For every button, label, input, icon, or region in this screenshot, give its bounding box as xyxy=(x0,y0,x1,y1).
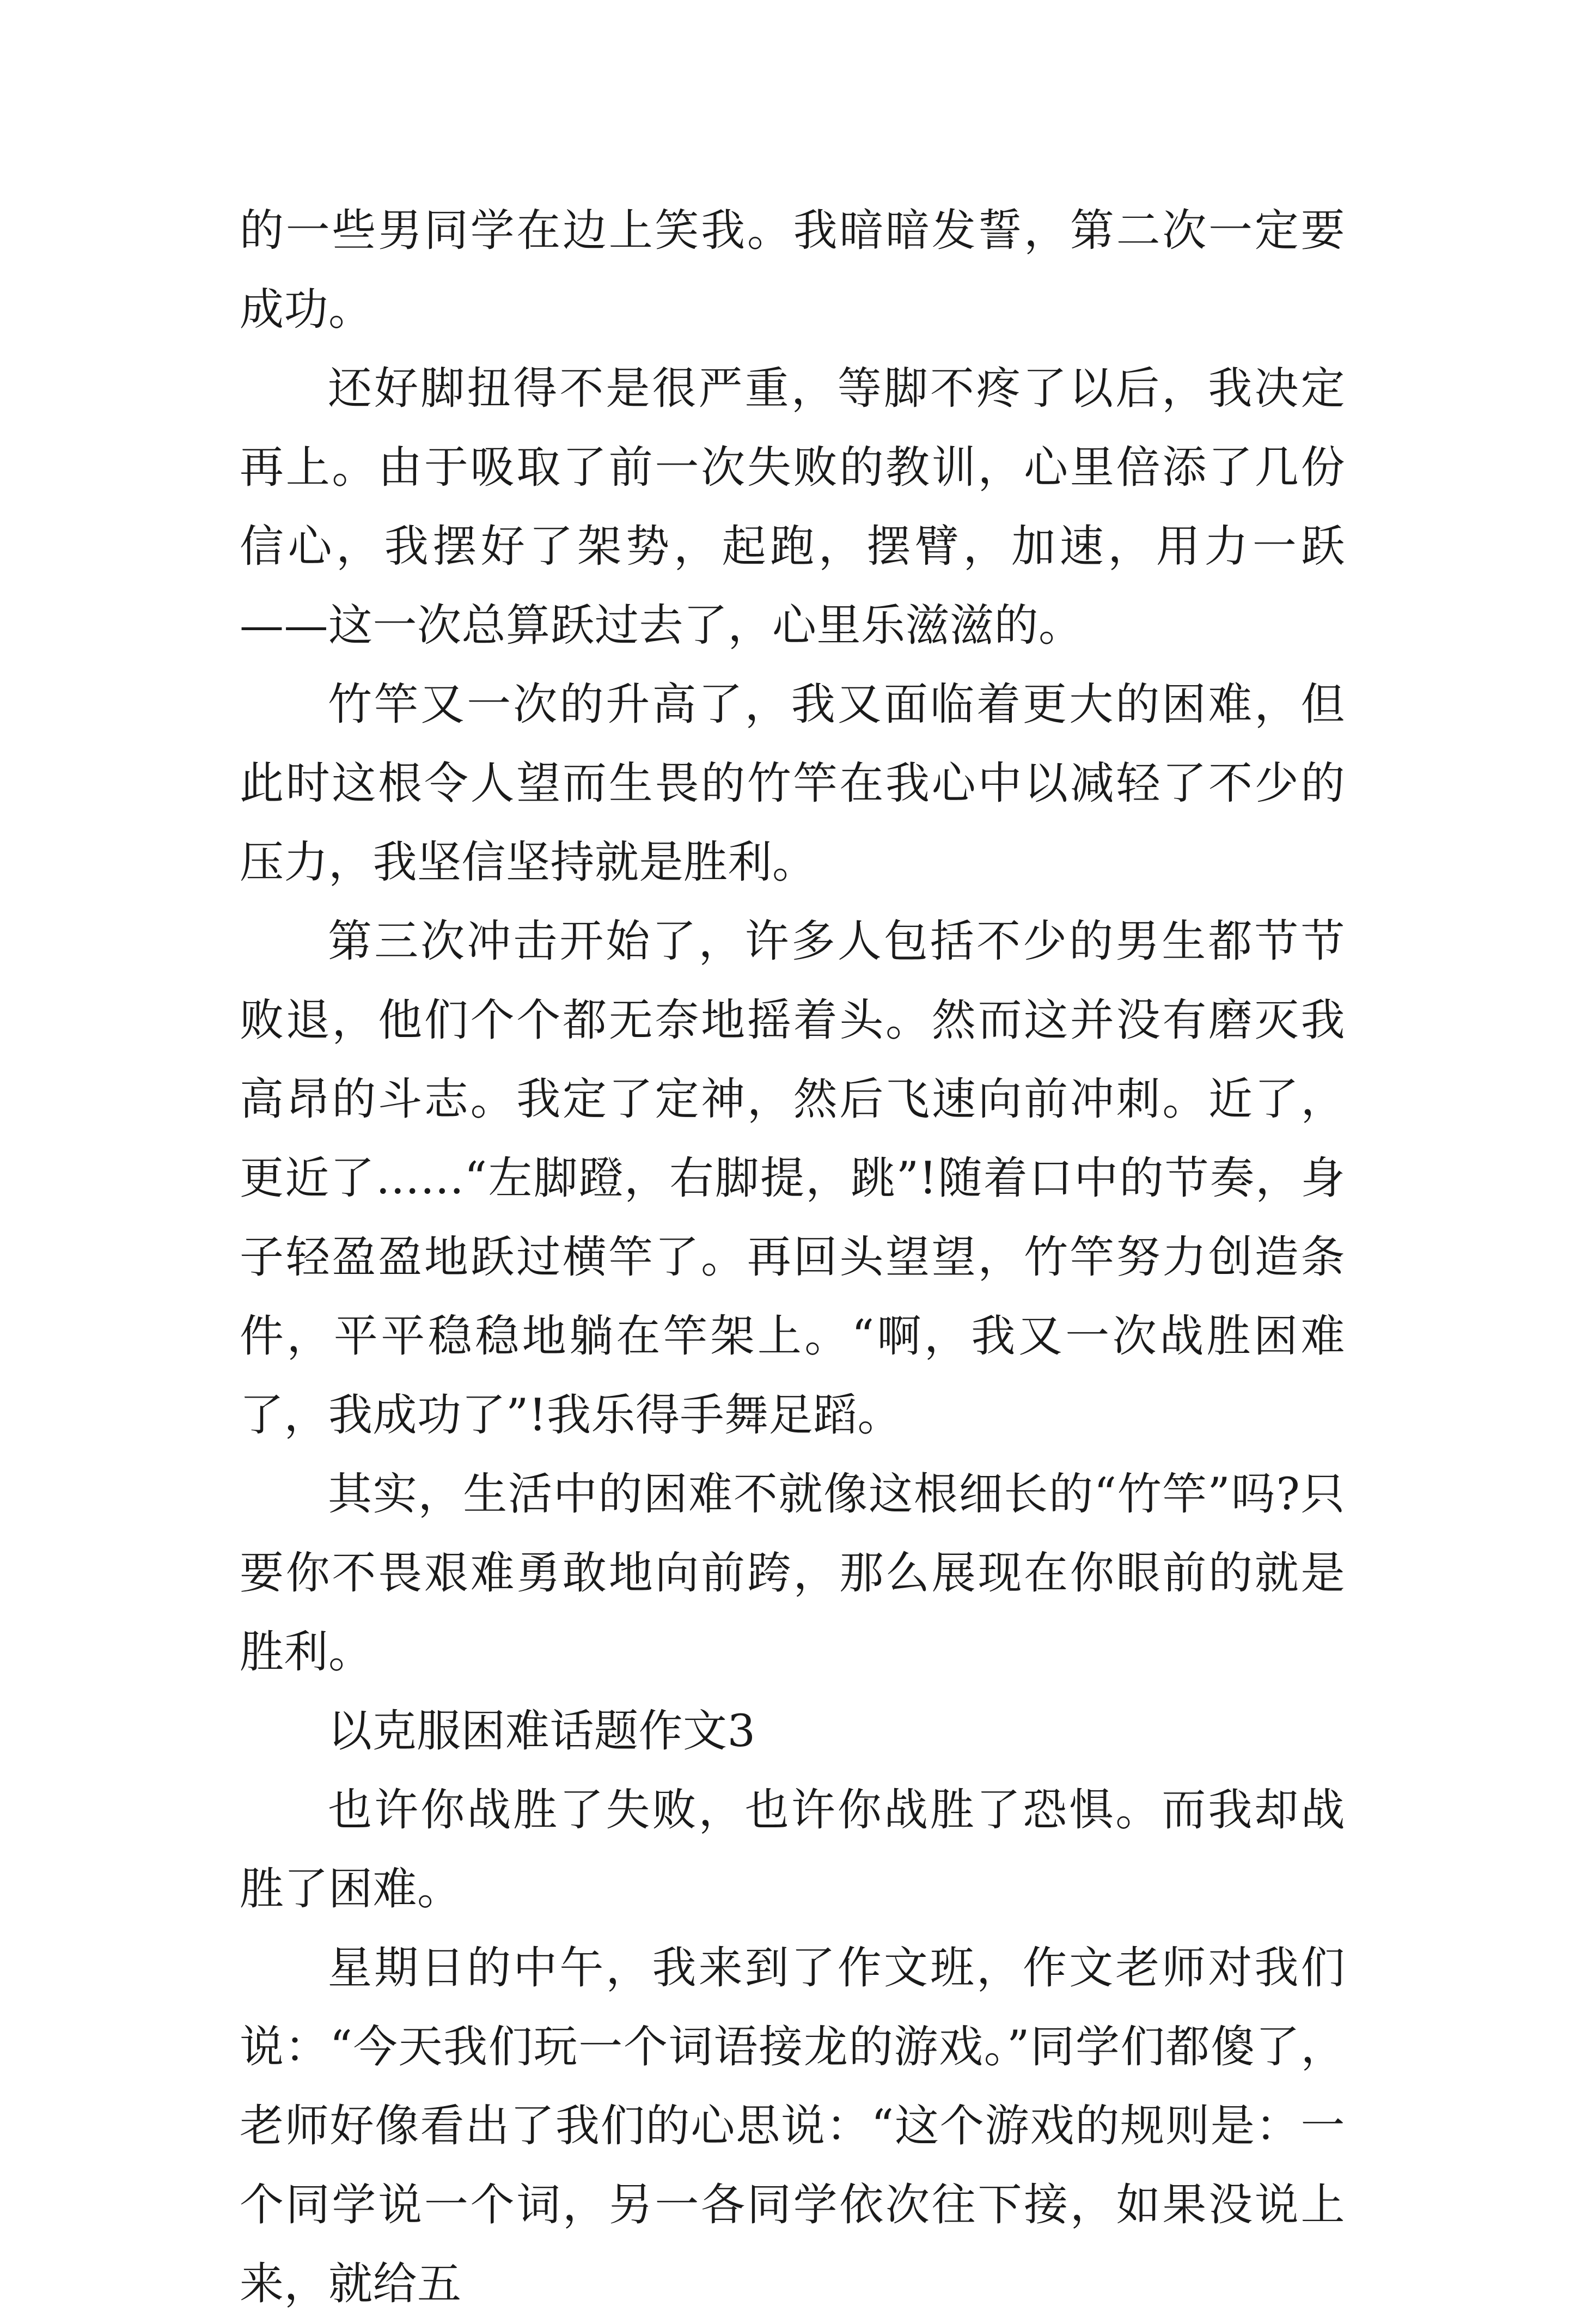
paragraph-second-attempt: 还好脚扭得不是很严重，等脚不疼了以后，我决定再上。由于吸取了前一次失败的教训，心里倍添了几份信心，我摆好了架势，起跑，摆臂，加速，用力一跃——这一次总算跃过去了，心里乐滋滋的。 xyxy=(240,363,1345,651)
essay-heading: 以克服困难话题作文3 xyxy=(328,1706,756,1757)
paragraph-third-attempt: 第三次冲击开始了，许多人包括不少的男生都节节败退，他们个个都无奈地摇着头。然而这并没有磨灭我高昂的斗志。我定了定神，然后飞速向前冲刺。近了，更近了……“左脚蹬，右脚提，跳”!随着口中的节奏，身子轻盈盈地跃过横竿了。再回头望望，竹竿努力创造条件，平平稳稳地躺在竿架上。“啊，我又一次战胜困难了，我成功了”!我乐得手舞足蹈。 xyxy=(240,916,1345,1441)
essay-body xyxy=(240,192,1345,2324)
paragraph-bar-raised: 竹竿又一次的升高了，我又面临着更大的困难，但此时这根令人望而生畏的竹竿在我心中以减轻了不少的压力，我坚信坚持就是胜利。 xyxy=(240,679,1345,888)
paragraph-continuation: 的一些男同学在边上笑我。我暗暗发誓，第二次一定要成功。 xyxy=(240,205,1345,336)
paragraph-intro: 也许你战胜了失败，也许你战胜了恐惧。而我却战胜了困难。 xyxy=(240,1785,1345,1915)
paragraph-reflection: 其实，生活中的困难不就像这根细长的“竹竿”吗?只要你不畏艰难勇敢地向前跨，那么展现在你眼前的就是胜利。 xyxy=(240,1469,1345,1678)
paragraph-sunday: 星期日的中午，我来到了作文班，作文老师对我们说：“今天我们玩一个词语接龙的游戏。”同学们都傻了，老师好像看出了我们的心思说：“这个游戏的规则是：一个同学说一个词，另一各同学依次往下接，如果没说上来，就给五 xyxy=(240,1943,1345,2310)
